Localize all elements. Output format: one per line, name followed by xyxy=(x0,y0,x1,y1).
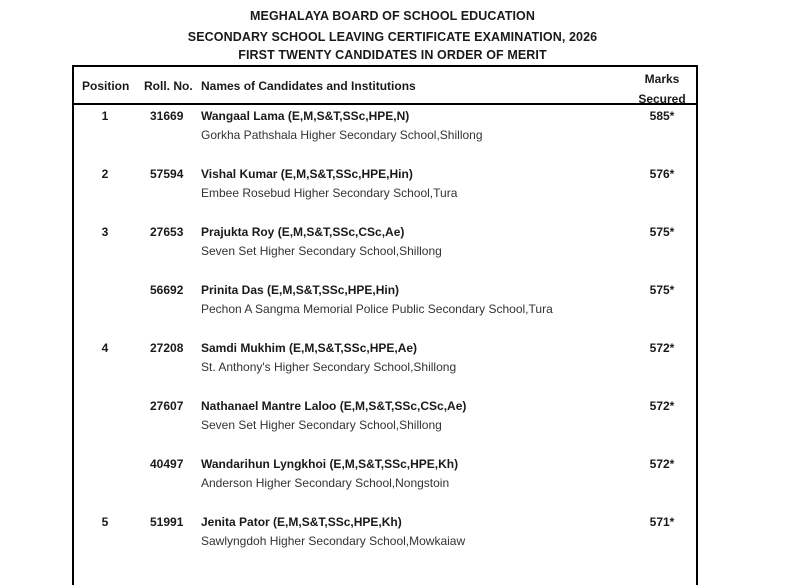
marks-cell: 572* xyxy=(649,399,675,413)
roll-number-cell: 40497 xyxy=(150,457,184,471)
marks-cell: 585* xyxy=(649,109,675,123)
position-cell: 1 xyxy=(101,109,109,123)
table-row xyxy=(0,515,785,565)
merit-list-title: FIRST TWENTY CANDIDATES IN ORDER OF MERIT xyxy=(238,48,547,62)
position-cell: 4 xyxy=(101,341,109,355)
board-title: MEGHALAYA BOARD OF SCHOOL EDUCATION xyxy=(250,9,535,23)
institution-name: Seven Set Higher Secondary School,Shillong xyxy=(201,418,442,432)
column-header-position: Position xyxy=(82,79,130,93)
candidate-name: Prinita Das (E,M,S&T,SSc,HPE,Hin) xyxy=(201,283,400,297)
position-cell: 2 xyxy=(101,167,109,181)
column-header-names: Names of Candidates and Institutions xyxy=(201,79,416,93)
column-header-roll-no: Roll. No. xyxy=(144,79,193,93)
candidate-name: Wangaal Lama (E,M,S&T,SSc,HPE,N) xyxy=(201,109,410,123)
exam-title: SECONDARY SCHOOL LEAVING CERTIFICATE EXAMINATION, 2026 xyxy=(187,30,598,44)
candidate-name: Vishal Kumar (E,M,S&T,SSc,HPE,Hin) xyxy=(201,167,413,181)
table-row xyxy=(0,399,785,449)
institution-name: Gorkha Pathshala Higher Secondary School,Shillong xyxy=(201,128,483,142)
roll-number-cell: 56692 xyxy=(150,283,184,297)
roll-number-cell: 27607 xyxy=(150,399,184,413)
candidate-name: Prajukta Roy (E,M,S&T,SSc,CSc,Ae) xyxy=(201,225,405,239)
institution-name: Sawlyngdoh Higher Secondary School,Mowkaiaw xyxy=(201,534,466,548)
marks-cell: 576* xyxy=(649,167,675,181)
marks-cell: 571* xyxy=(649,515,675,529)
roll-number-cell: 51991 xyxy=(150,515,184,529)
position-cell: 3 xyxy=(101,225,109,239)
marks-cell: 572* xyxy=(649,457,675,471)
marks-cell: 572* xyxy=(649,341,675,355)
table-row xyxy=(0,457,785,507)
marks-header-line1: Marks xyxy=(644,72,680,86)
position-cell: 5 xyxy=(101,515,109,529)
table-row xyxy=(0,225,785,275)
table-row xyxy=(0,341,785,391)
marks-header-line2: Secured xyxy=(638,92,686,106)
candidate-name: Wandarihun Lyngkhoi (E,M,S&T,SSc,HPE,Kh) xyxy=(201,457,459,471)
institution-name: St. Anthony's Higher Secondary School,Shillong xyxy=(201,360,457,374)
table-row xyxy=(0,167,785,217)
institution-name: Anderson Higher Secondary School,Nongstoin xyxy=(201,476,450,490)
roll-number-cell: 31669 xyxy=(150,109,184,123)
candidate-name: Jenita Pator (E,M,S&T,SSc,HPE,Kh) xyxy=(201,515,402,529)
institution-name: Seven Set Higher Secondary School,Shillong xyxy=(201,244,442,258)
marks-cell: 575* xyxy=(649,283,675,297)
roll-number-cell: 27653 xyxy=(150,225,184,239)
institution-name: Embee Rosebud Higher Secondary School,Tura xyxy=(201,186,458,200)
candidate-name: Samdi Mukhim (E,M,S&T,SSc,HPE,Ae) xyxy=(201,341,418,355)
roll-number-cell: 27208 xyxy=(150,341,184,355)
table-row xyxy=(0,109,785,159)
marks-cell: 575* xyxy=(649,225,675,239)
column-header-marks xyxy=(627,69,697,109)
table-row xyxy=(0,283,785,333)
institution-name: Pechon A Sangma Memorial Police Public Secondary School,Tura xyxy=(201,302,553,316)
candidate-name: Nathanael Mantre Laloo (E,M,S&T,SSc,CSc,Ae) xyxy=(201,399,467,413)
header-divider xyxy=(72,103,698,105)
roll-number-cell: 57594 xyxy=(150,167,184,181)
